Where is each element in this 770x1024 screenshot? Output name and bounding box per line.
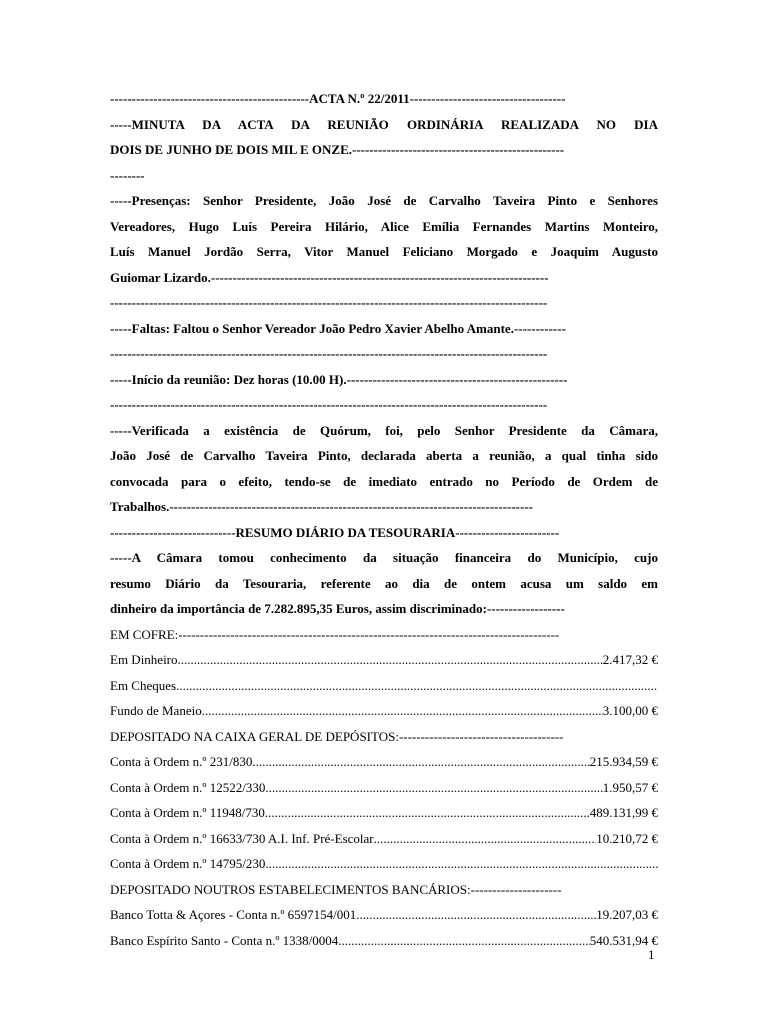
- cofre-item-amount: 3.100,00 €: [602, 703, 658, 718]
- cgd-item-amount: 1.950,57 €: [602, 779, 658, 795]
- quorum-line-2: João José de Carvalho Taveira Pinto, declarada aberta a reunião, a qual tinha sido: [110, 448, 658, 463]
- outros-bancos-header: DEPOSITADO NOUTROS ESTABELECIMENTOS BANCÁRIOS:---------------------: [110, 881, 562, 897]
- separator-line: -----------------------------------------------------------------------------------------------------: [110, 346, 548, 361]
- cgd-item-amount: 10.210,72 €: [596, 830, 658, 846]
- presencas-line-3: Luís Manuel Jordão Serra, Vitor Manuel Feliciano Morgado e Joaquim Augusto: [110, 244, 658, 259]
- quorum-line-1: -----Verificada a existência de Quórum, foi, pelo Senhor Presidente da Câmara,: [110, 422, 658, 438]
- cgd-item: [110, 851, 658, 877]
- cgd-item: [110, 826, 658, 852]
- cgd-header: DEPOSITADO NA CAIXA GERAL DE DEPÓSITOS:--------------------------------------: [110, 728, 564, 744]
- separator-line: -----------------------------------------------------------------------------------------------------: [110, 397, 548, 412]
- cgd-item: [110, 775, 658, 801]
- bank-item: [110, 902, 658, 928]
- tesouraria-heading: -----------------------------RESUMO DIÁRIO DA TESOURARIA------------------------: [110, 524, 560, 540]
- cofre-item-amount: 2.417,32 €: [602, 652, 658, 667]
- cgd-item: [110, 800, 658, 826]
- cgd-item-label: Conta à Ordem n.º 231/830: [110, 754, 253, 769]
- cgd-item-label: Conta à Ordem n.º 11948/730: [110, 805, 265, 820]
- presencas-line-4: Guiomar Lizardo.------------------------------------------------------------------------------: [110, 269, 549, 285]
- cofre-item-label: Em Dinheiro: [110, 652, 178, 667]
- document-page: [110, 86, 658, 953]
- presencas-line-1: -----Presenças: Senhor Presidente, João José de Carvalho Taveira Pinto e Senhores: [110, 193, 658, 208]
- bank-item-amount: 540.531,94 €: [589, 932, 658, 948]
- minuta-title-line-1: -----MINUTA DA ACTA DA REUNIÃO ORDINÁRIA REALIZADA NO DIA: [110, 116, 658, 132]
- cofre-item: [110, 647, 658, 673]
- tesouraria-line-1: -----A Câmara tomou conhecimento da situação financeira do Município, cujo: [110, 550, 658, 565]
- minuta-title-line-2: DOIS DE JUNHO DE DOIS MIL E ONZE.-------------------------------------------------: [110, 142, 565, 157]
- cofre-item: [110, 698, 658, 724]
- bank-item-amount: 19.207,03 €: [596, 907, 658, 922]
- cgd-item-amount: 215.934,59 €: [589, 754, 658, 769]
- cofre-item-label: Fundo de Maneio: [110, 703, 202, 718]
- cgd-item: [110, 749, 658, 775]
- tesouraria-line-2: resumo Diário da Tesouraria, referente ao dia de ontem acusa um saldo em: [110, 575, 658, 591]
- bank-item: [110, 928, 658, 954]
- minuta-title-line-3: --------: [110, 167, 145, 183]
- tesouraria-line-3: dinheiro da importância de 7.282.895,35 Euros, assim discriminado:------------------: [110, 601, 565, 616]
- quorum-line-3: convocada para o efeito, tendo-se de imediato entrado no Período de Ordem de: [110, 473, 658, 489]
- bank-item-label: Banco Totta & Açores - Conta n.º 6597154/001: [110, 907, 357, 922]
- bank-item-label: Banco Espírito Santo - Conta n.º 1338/0004: [110, 932, 339, 948]
- inicio-reuniao-line: -----Início da reunião: Dez horas (10.00 H).---------------------------------------------------: [110, 371, 568, 387]
- cofre-item: [110, 673, 658, 699]
- quorum-line-4: Trabalhos.------------------------------------------------------------------------------------: [110, 499, 534, 514]
- acta-number-heading: ----------------------------------------------ACTA N.º 22/2011------------------------------------: [110, 91, 566, 106]
- em-cofre-header: EM COFRE:----------------------------------------------------------------------------------------: [110, 626, 560, 642]
- page-number: 1: [648, 947, 655, 962]
- cgd-item-label: Conta à Ordem n.º 16633/730 A.I. Inf. Pré-Escolar: [110, 830, 374, 846]
- cgd-item-amount: 489.131,99 €: [589, 805, 658, 820]
- cgd-item-label: Conta à Ordem n.º 14795/230: [110, 856, 266, 871]
- cofre-item-label: Em Cheques: [110, 677, 177, 693]
- faltas-line: -----Faltas: Faltou o Senhor Vereador João Pedro Xavier Abelho Amante.------------: [110, 320, 566, 336]
- separator-line: -----------------------------------------------------------------------------------------------------: [110, 295, 548, 310]
- cgd-item-label: Conta à Ordem n.º 12522/330: [110, 779, 266, 795]
- presencas-line-2: Vereadores, Hugo Luís Pereira Hilário, Alice Emília Fernandes Martins Monteiro,: [110, 218, 658, 234]
